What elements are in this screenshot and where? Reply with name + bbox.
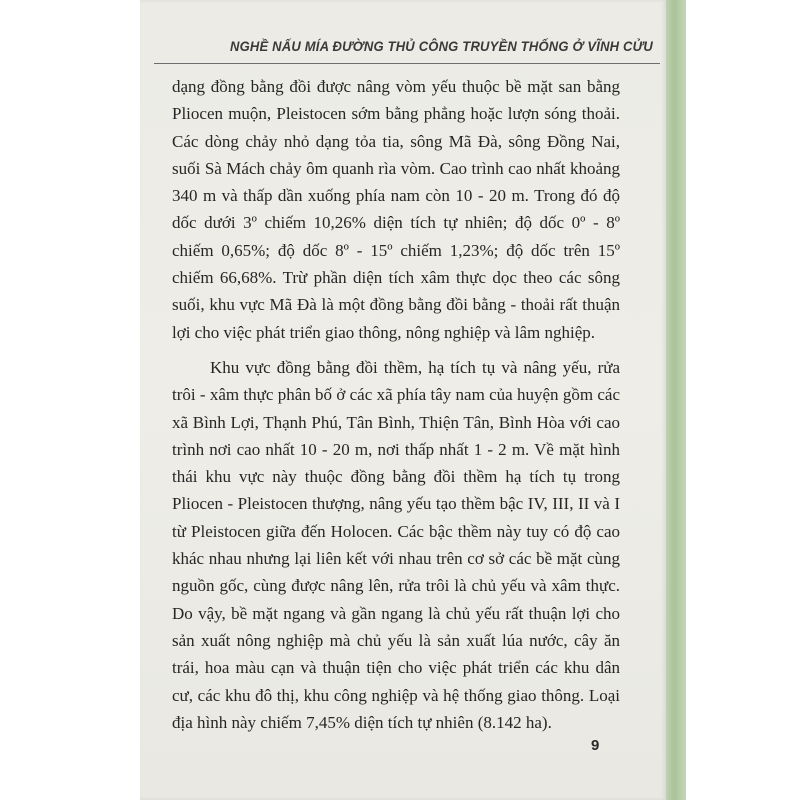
body-text xyxy=(172,73,620,736)
page-number: 9 xyxy=(591,737,600,754)
header-rule xyxy=(154,63,660,64)
paragraph-2: Khu vực đồng bằng đồi thềm, hạ tích tụ và nâng yếu, rửa trôi - xâm thực phân bố ở các xã phía tây nam của huyện gồm các xã Bình Lợi, Thạnh Phú, Tân Bình, Thiện Tân, Bình Hòa với cao trình nơi cao nhất 10 - 20 m, nơi thấp nhất 1 - 2 m. Về mặt hình thái khu vực này thuộc đồng bằng đồi thềm hạ tích tụ trong Pliocen - Pleistocen thượng, nâng yếu tạo thềm bậc IV, III, II và I từ Pleistocen giữa đến Holocen. Các bậc thềm này tuy có độ cao khác nhau nhưng lại liên kết với nhau trên cơ sở các bề mặt cùng nguồn gốc, cùng được nâng lên, rửa trôi là chủ yếu và xâm thực. Do vậy, bề mặt ngang và gần ngang là chủ yếu rất thuận lợi cho sản xuất nông nghiệp mà chủ yếu là sản xuất lúa nước, cây ăn trái, hoa màu cạn và thuận tiện cho việc phát triển các khu dân cư, các khu đô thị, khu công nghiệp và hệ thống giao thông. Loại địa hình này chiếm 7,45% diện tích tự nhiên (8.142 ha). xyxy=(172,357,620,732)
book-page xyxy=(140,0,666,800)
running-header: NGHỀ NẤU MÍA ĐƯỜNG THỦ CÔNG TRUYỀN THỐNG Ở VĨNH CỬU xyxy=(230,38,653,54)
paragraph-1: dạng đồng bằng đồi được nâng vòm yếu thuộc bề mặt san bằng Pliocen muộn, Pleistocen sớm bằng phẳng hoặc lượn sóng thoải. Các dòng chảy nhỏ dạng tỏa tia, sông Mã Đà, sông Đồng Nai, suối Sà Mách chảy ôm quanh rìa vòm. Cao trình cao nhất khoảng 340 m và thấp dần xuống phía nam còn 10 - 20 m. Trong đó độ dốc dưới 3º chiếm 10,26% diện tích tự nhiên; độ dốc 0º - 8º chiếm 0,65%; độ dốc 8º - 15º chiếm 1,23%; độ dốc trên 15º chiếm 66,68%. Trừ phần diện tích xâm thực dọc theo các sông suối, khu vực Mã Đà là một đồng bằng đồi bằng - thoải rất thuận lợi cho việc phát triển giao thông, nông nghiệp và lâm nghiệp. xyxy=(172,77,620,342)
